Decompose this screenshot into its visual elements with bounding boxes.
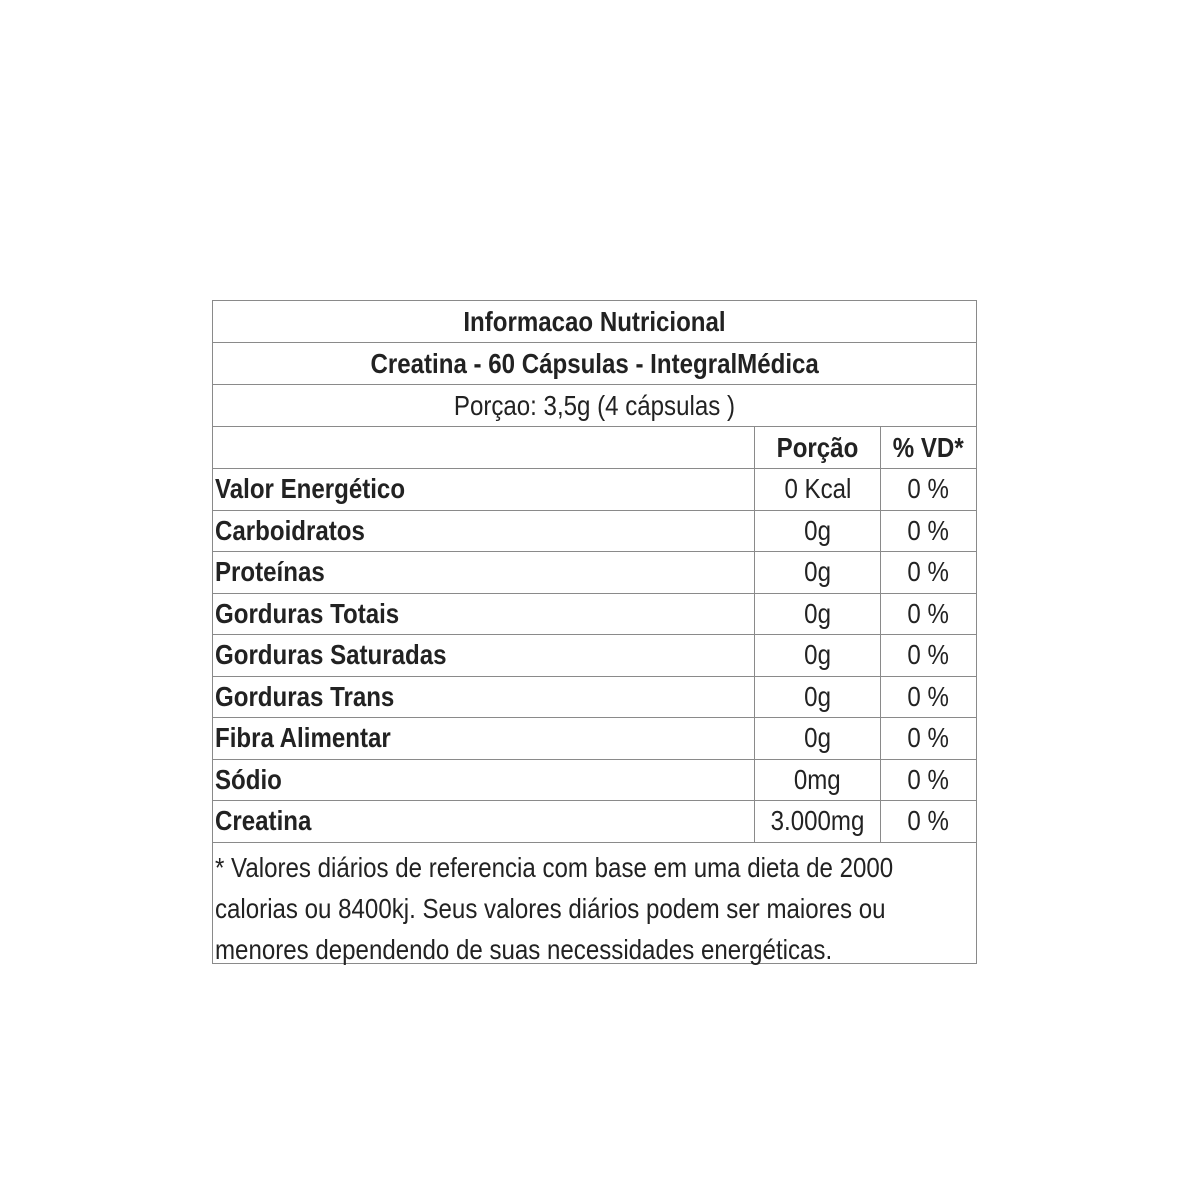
daily-value-column-header: % VD*: [893, 431, 964, 463]
nutrient-daily-value: 0 %: [907, 473, 950, 505]
nutrient-daily-value: 0 %: [907, 805, 950, 837]
footnote-line: calorias ou 8400kj. Seus valores diários podem ser maiores ou: [215, 893, 886, 924]
nutrient-name: Carboidratos: [215, 514, 365, 546]
nutrient-name: Valor Energético: [215, 473, 406, 505]
nutrient-daily-value: 0 %: [907, 639, 950, 671]
nutrient-daily-value: 0 %: [907, 514, 950, 546]
nutrient-portion: 0g: [804, 680, 831, 712]
footnote-line: * Valores diários de referencia com base em uma dieta de 2000: [215, 852, 894, 883]
nutrient-column-header: [213, 427, 754, 468]
table-row: [213, 635, 976, 677]
table-title-row: [213, 301, 976, 343]
nutrient-name: Sódio: [215, 763, 282, 795]
nutrient-daily-value: 0 %: [907, 763, 950, 795]
footnote-line: menores dependendo de suas necessidades energéticas.: [215, 934, 833, 965]
nutrient-name: Gorduras Trans: [215, 680, 395, 712]
nutrient-name: Proteínas: [215, 556, 325, 588]
table-row: [213, 760, 976, 802]
serving-size-row: [213, 385, 976, 427]
nutrient-portion: 0g: [804, 597, 831, 629]
nutrient-portion: 0mg: [794, 763, 841, 795]
nutrient-name: Gorduras Totais: [215, 597, 400, 629]
table-row: [213, 552, 976, 594]
nutrient-name: Gorduras Saturadas: [215, 639, 447, 671]
nutrient-portion: 0g: [804, 514, 831, 546]
product-name: Creatina - 60 Cápsulas - IntegralMédica: [370, 347, 819, 379]
footnote: [213, 843, 976, 970]
serving-size: Porçao: 3,5g (4 cápsulas ): [453, 389, 736, 421]
nutrient-name: Fibra Alimentar: [215, 722, 391, 754]
table-row: [213, 801, 976, 843]
nutrient-portion: 3.000mg: [770, 805, 865, 837]
table-row: [213, 718, 976, 760]
product-name-row: [213, 343, 976, 385]
table-row: [213, 594, 976, 636]
nutrient-portion: 0g: [804, 639, 831, 671]
table-row: [213, 677, 976, 719]
column-header-row: [213, 427, 976, 469]
portion-column-header: Porção: [776, 431, 859, 463]
nutrient-portion: 0g: [804, 556, 831, 588]
nutrient-portion: 0g: [804, 722, 831, 754]
table-row: [213, 469, 976, 511]
nutrient-daily-value: 0 %: [907, 597, 950, 629]
table-row: [213, 511, 976, 553]
nutrition-facts-table: [212, 300, 977, 964]
nutrient-daily-value: 0 %: [907, 556, 950, 588]
nutrient-name: Creatina: [215, 805, 312, 837]
nutrient-daily-value: 0 %: [907, 722, 950, 754]
nutrient-portion: 0 Kcal: [784, 473, 851, 505]
table-title: Informacao Nutricional: [463, 305, 726, 337]
nutrient-daily-value: 0 %: [907, 680, 950, 712]
